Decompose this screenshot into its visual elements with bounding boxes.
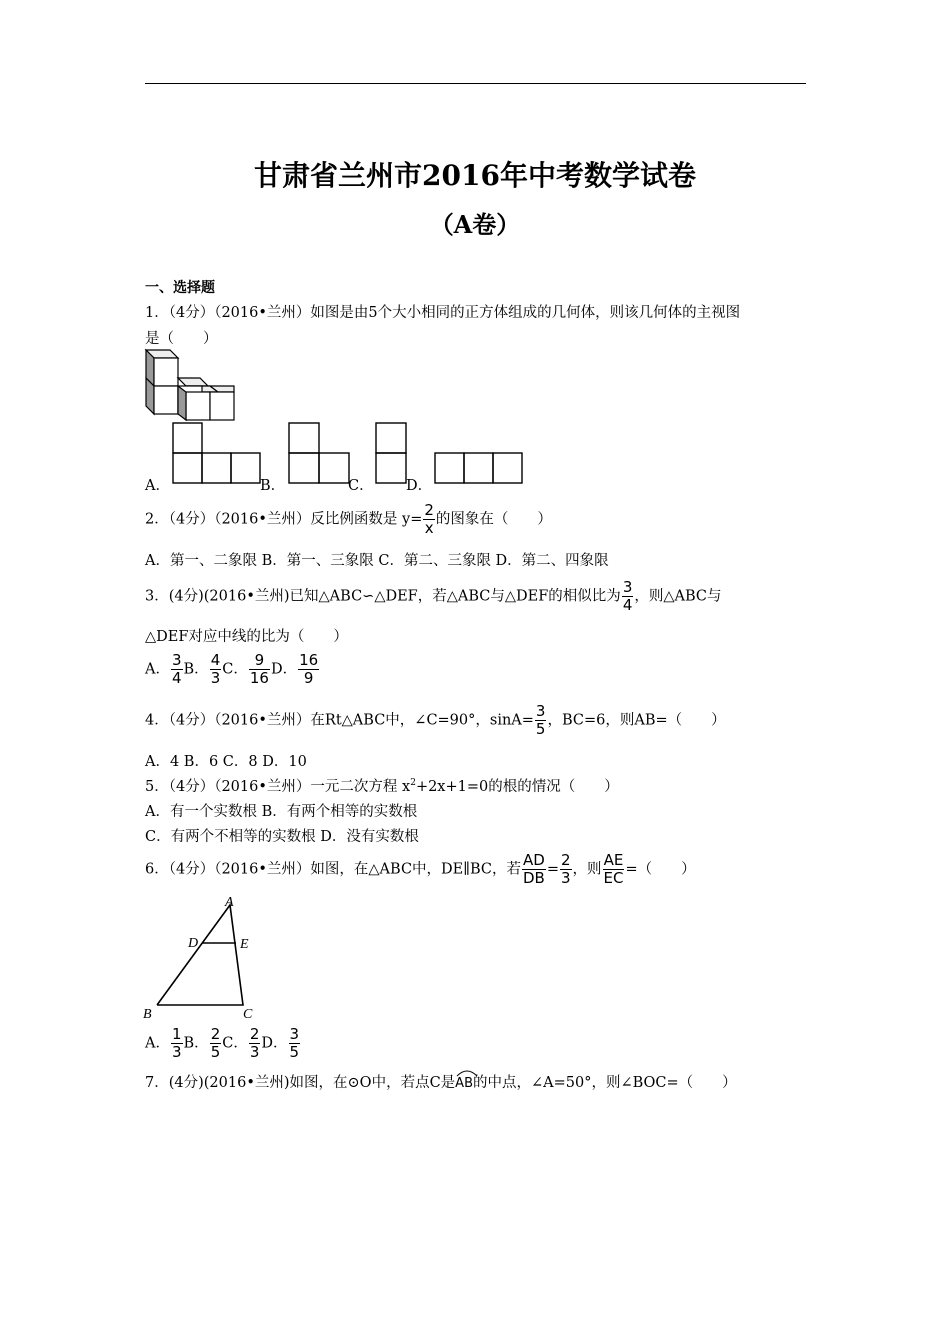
q3-a-den: 4 [171,669,182,687]
q6-b-num: 2 [210,1025,221,1043]
q3-fraction [622,579,634,614]
q6-a-den: 3 [171,1043,182,1061]
q3-stem-line2: △DEF对应中线的比为（ ） [145,629,348,645]
q1-option-b: B． [260,478,286,494]
q2-stem [145,502,552,537]
q6-d-frac [289,1026,301,1061]
q6-stem-pre: 6．（4分）（2016•兰州）如图，在△ABC中，DE∥BC，若 [145,861,521,878]
q6-d-num: 3 [289,1025,300,1043]
page-title: 甘肃省兰州市2016年中考数学试卷 [254,159,696,192]
q3-options [145,652,320,687]
q6-b-den: 5 [210,1043,221,1061]
q6-stem [145,852,696,887]
q6-frac-ad-db [522,852,546,887]
q6-c-num: 2 [249,1025,260,1043]
q3-frac-num: 3 [622,578,633,596]
q1-option-c-figure [373,420,409,486]
q4-stem-post: ，BC=6，则AB=（ ） [547,712,726,729]
q7-arc-label: AB [455,1076,473,1091]
q7-stem-pre: 7．(4分)(2016•兰州)如图，在⊙O中，若点C是 [145,1075,456,1091]
q7-stem-post: 的中点，∠A=50°，则∠BOC=（ ） [472,1075,737,1091]
q6-c-frac [249,1026,261,1061]
q3-b-frac [210,652,222,687]
q2-options: A．第一、二象限 B．第一、三象限 C．第二、三象限 D．第二、四象限 [145,553,609,569]
q7-arc-ab [455,1068,473,1091]
q4-stem [145,703,726,738]
q6-f3-num: AE [603,851,624,869]
q2-frac-num: 2 [424,501,434,519]
q6-f1-num: AD [523,851,545,869]
q3-d-frac [298,652,319,687]
q1-option-b-figure [286,420,352,486]
q6-b-frac [210,1026,222,1061]
q6-equals: = [546,861,559,878]
q1-stem-line1: 1．（4分）（2016•兰州）如图是由5个大小相同的正方体组成的几何体，则该几何体的主视图 [145,305,741,321]
q6-frac-ae-ec [603,852,625,887]
q3-b-num: 4 [210,651,221,669]
q6-option-d: D． [261,1035,288,1052]
q3-c-den: 16 [249,669,269,687]
q6-stem-post: =（ ） [625,861,696,878]
q6-c-den: 3 [249,1043,260,1061]
q6-label-a: A [225,895,234,910]
q3-stem-line1 [145,579,722,614]
q3-a-num: 3 [171,651,182,669]
page-subtitle: （A卷） [429,210,521,239]
q2-fraction [423,502,435,537]
q3-option-b: B． [183,661,209,678]
q1-option-c: C． [348,478,374,494]
q1-option-a: A． [145,478,170,494]
q3-stem-post: ，则△ABC与 [634,588,722,605]
q6-then: ，则 [572,861,602,878]
q6-f1-den: DB [522,869,545,887]
q3-b-den: 3 [210,669,221,687]
q6-option-c: C． [222,1035,248,1052]
q3-option-c: C． [222,661,248,678]
q3-option-a: A． [145,661,170,678]
q6-label-b: B [143,1007,152,1022]
q6-a-num: 1 [171,1025,182,1043]
q6-a-frac [171,1026,183,1061]
q3-c-num: 9 [249,652,270,670]
q3-d-den: 9 [303,669,314,687]
q6-triangle-figure [140,892,270,1024]
q2-stem-pre: 2．（4分）（2016•兰州）反比例函数是 y= [145,511,423,528]
q5-stem-post: +2x+1=0的根的情况（ ） [415,779,619,795]
q5-options-line1: A．有一个实数根 B．有两个相等的实数根 [145,804,418,820]
q4-stem-pre: 4．（4分）（2016•兰州）在Rt△ABC中，∠C=90°，sinA= [145,712,534,729]
q1-solid-figure [140,346,240,426]
q6-options [145,1026,301,1061]
q1-option-d-figure [432,450,526,486]
header-rule [145,83,806,84]
q6-option-a: A． [145,1035,170,1052]
q3-option-d: D． [270,661,298,678]
q6-label-e: E [240,937,249,952]
q4-frac-den: 5 [535,720,546,738]
q5-exponent: 2 [410,778,416,789]
q1-option-d: D． [406,478,433,494]
q3-frac-den: 4 [622,596,633,614]
q5-stem [145,775,619,796]
q4-fraction [535,703,547,738]
q6-f2-den: 3 [560,869,571,887]
q5-options-line2: C．有两个不相等的实数根 D．没有实数根 [145,829,419,845]
q3-a-frac [171,652,183,687]
q6-option-b: B． [183,1035,209,1052]
q7-stem [145,1068,737,1092]
q2-stem-post: 的图象在（ ） [435,511,552,528]
q1-stem-line2: 是（ ） [145,331,218,347]
q6-label-d: D [188,936,199,951]
q6-f3-den: EC [603,869,624,887]
arc-icon [455,1068,479,1077]
section-heading: 一、选择题 [145,280,215,296]
q3-stem-pre: 3．(4分)(2016•兰州)已知△ABC∽△DEF，若△ABC与△DEF的相似比为 [145,588,621,605]
q6-frac-ratio [560,852,572,887]
q3-d-num: 16 [299,651,319,669]
q2-frac-den: x [424,519,434,537]
q6-d-den: 5 [289,1043,300,1061]
q6-label-c: C [243,1007,253,1022]
q6-f2-num: 2 [560,851,571,869]
q1-option-a-figure [170,420,265,486]
q4-frac-num: 3 [535,702,546,720]
q3-c-frac [249,652,270,687]
q4-options: A．4 B．6 C．8 D．10 [145,754,307,770]
q5-stem-pre: 5．（4分）（2016•兰州）一元二次方程 x [145,779,411,795]
